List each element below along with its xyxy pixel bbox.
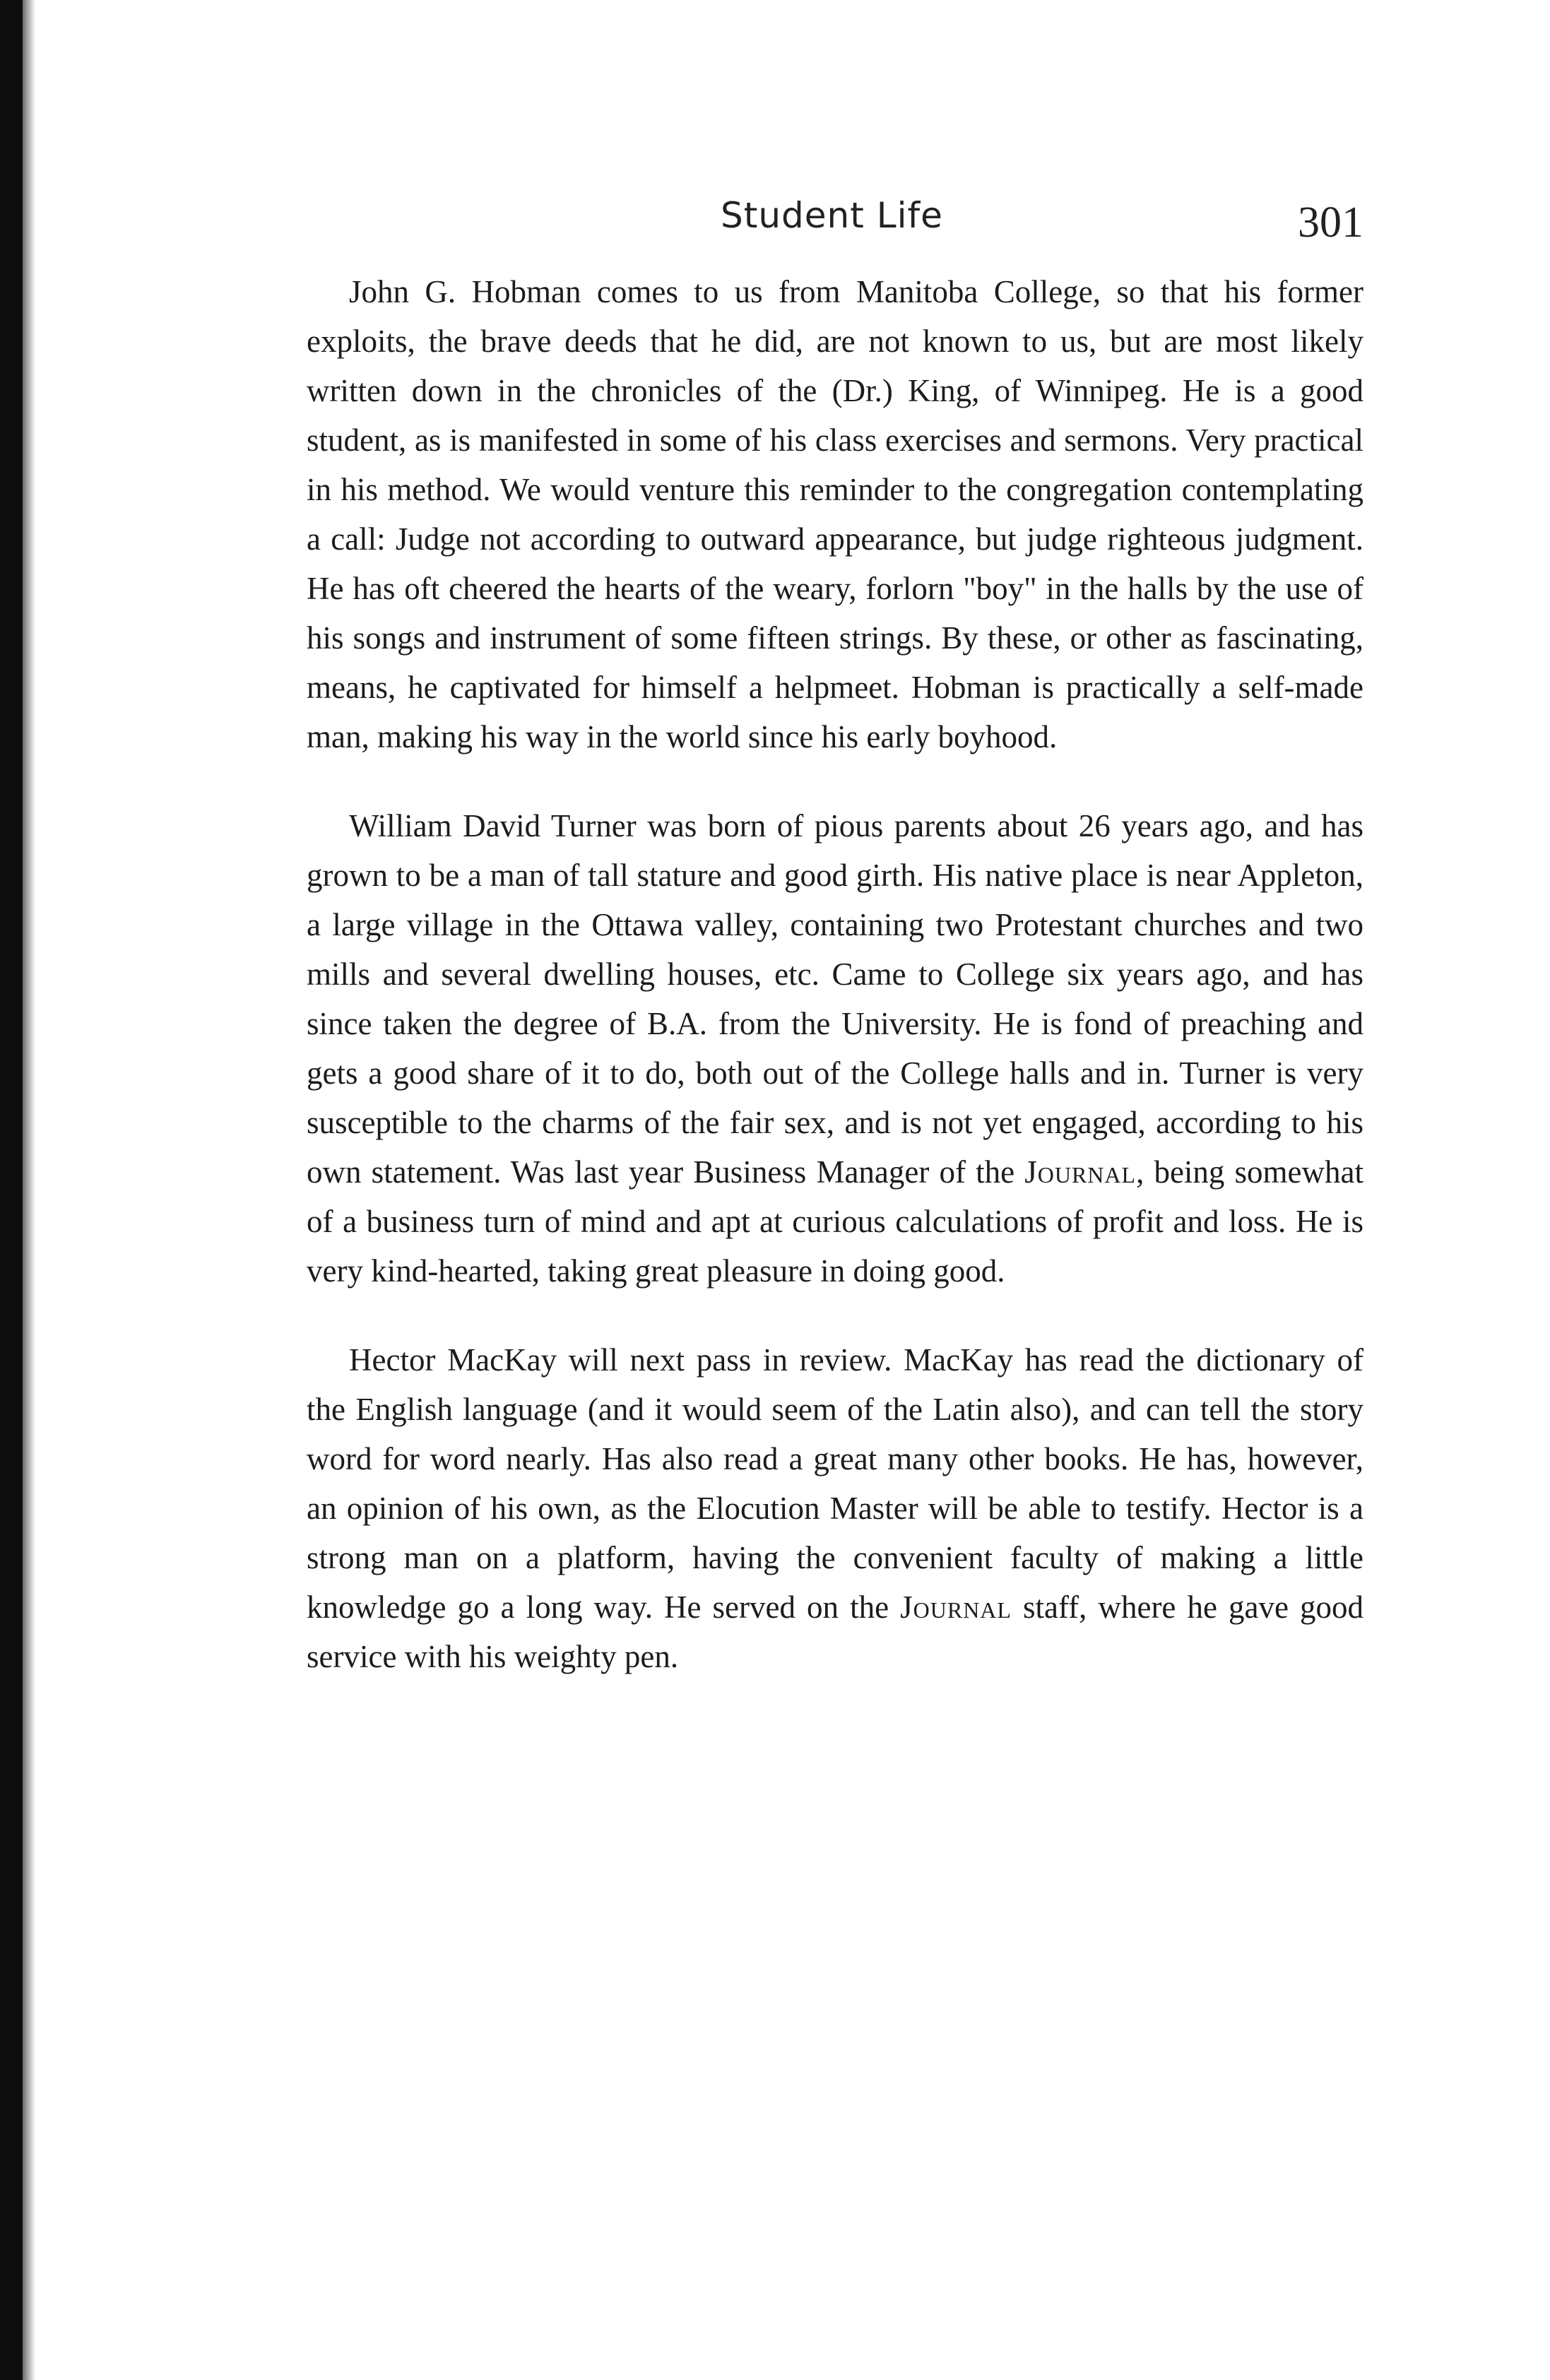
body-text (307, 267, 1363, 1721)
paragraph-text: William David Turner was born of pious parents about 26 years ago, and has grown to be a man of tall stature and good girth. His native place is near Appleton, a large village in the Ottawa valley, containing two Protestant churches and two mills and several dwelling houses, etc. Came to College six years ago, and has since taken the degree of B.A. from the University. He is fond of preaching and gets a good share of it to do, both out of the College halls and in. Turner is very susceptible to the charms of the fair sex, and is not yet engaged, according to his own statement. Was last year Business Manager of the (307, 808, 1363, 1190)
journal-name: Journal (1024, 1154, 1137, 1190)
journal-name: Journal (900, 1589, 1012, 1625)
paragraph-text: staff, where he gave good service with his weighty pen. (307, 1589, 1363, 1674)
running-title: Student Life (721, 195, 943, 236)
binding-edge (0, 0, 23, 2380)
paragraph-hobman (307, 267, 1363, 762)
paragraph-turner (307, 801, 1363, 1296)
paragraph-mackay (307, 1335, 1363, 1681)
paragraph-text: John G. Hobman comes to us from Manitoba College, so that his former exploits, the brave deeds that he did, are not known to us, but are most likely written down in the chronicles of the (Dr.) King, of Winnipeg. He is a good student, as is manifested in some of his class exercises and sermons. Very practical in his method. We would venture this reminder to the congregation contemplating a call: Judge not according to outward appearance, but judge righteous judgment. He has oft cheered the hearts of the weary, forlorn "boy" in the halls by the use of his songs and instrument of some fifteen strings. By these, or other as fascinating, means, he captivated for himself a helpmeet. Hobman is practically a self-made man, making his way in the world since his early boyhood. (307, 274, 1363, 754)
paragraph-text: Hector MacKay will next pass in review. MacKay has read the dictionary of the English language (and it would seem of the Latin also), and can tell the story word for word nearly. Has also read a great many other books. He has, however, an opinion of his own, as the Elocution Master will be able to testify. Hector is a strong man on a platform, having the convenient faculty of making a little knowledge go a long way. He served on the (307, 1342, 1363, 1625)
page-header (304, 195, 1363, 259)
page-number: 301 (1298, 199, 1363, 247)
paragraph-text: , being somewhat of a business turn of mind and apt at curious calculations of profit and loss. He is very kind-hearted, taking great pleasure in doing good. (307, 1154, 1364, 1289)
